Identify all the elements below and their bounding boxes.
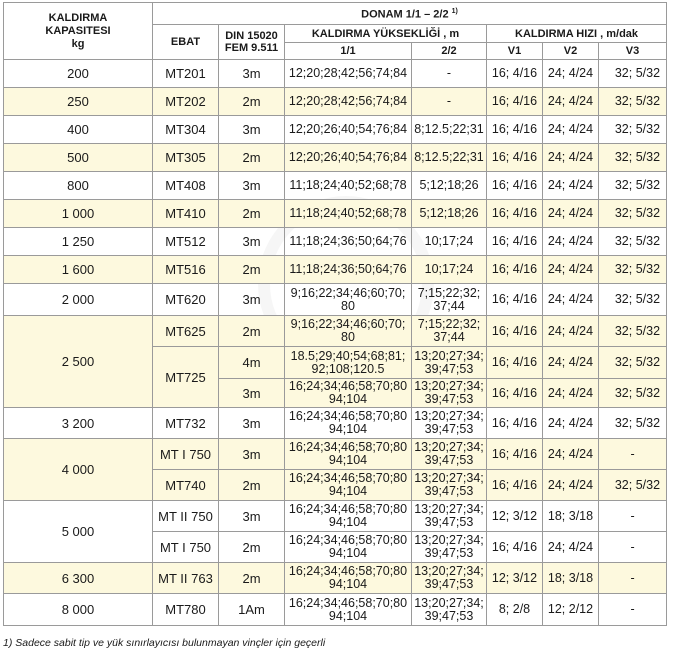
height-22-cell: 7;15;22;32; 37;44 <box>412 316 487 347</box>
height-11-cell: 12;20;28;42;56;74;84 <box>285 88 412 116</box>
table-row <box>4 88 667 116</box>
fem-cell: 3m <box>219 501 285 532</box>
table-row <box>4 563 667 594</box>
model-cell: MT305 <box>153 144 219 172</box>
speed-v1-cell: 12; 3/12 <box>487 501 543 532</box>
speed-v2-cell: 24; 4/24 <box>543 379 599 408</box>
speed-v3-cell: 32; 5/32 <box>599 116 667 144</box>
speed-v3-cell: 32; 5/32 <box>599 256 667 284</box>
speed-v2-cell: 18; 3/18 <box>543 563 599 594</box>
speed-v3-cell: - <box>599 501 667 532</box>
speed-v1-cell: 16; 4/16 <box>487 172 543 200</box>
height-22-cell: 10;17;24 <box>412 256 487 284</box>
speed-v2-cell: 24; 4/24 <box>543 532 599 563</box>
speed-v2-cell: 24; 4/24 <box>543 347 599 379</box>
fem-cell: 4m <box>219 347 285 379</box>
fem-cell: 2m <box>219 88 285 116</box>
speed-v3-cell: 32; 5/32 <box>599 284 667 316</box>
speed-v1-cell: 16; 4/16 <box>487 284 543 316</box>
speed-v2-cell: 24; 4/24 <box>543 116 599 144</box>
height-22-cell: 7;15;22;32; 37;44 <box>412 284 487 316</box>
fem-cell: 3m <box>219 228 285 256</box>
hoist-spec-table <box>3 2 667 626</box>
model-cell: MT201 <box>153 60 219 88</box>
capacity-cell: 500 <box>4 144 153 172</box>
speed-v2-cell: 24; 4/24 <box>543 408 599 439</box>
speed-v1-cell: 16; 4/16 <box>487 228 543 256</box>
height-22-cell: - <box>412 60 487 88</box>
capacity-cell: 8 000 <box>4 594 153 626</box>
speed-v2-cell: 24; 4/24 <box>543 316 599 347</box>
speed-v1-cell: 16; 4/16 <box>487 60 543 88</box>
fem-cell: 1Am <box>219 594 285 626</box>
speed-v2-cell: 24; 4/24 <box>543 470 599 501</box>
speed-v1-cell: 16; 4/16 <box>487 256 543 284</box>
speed-v1-cell: 16; 4/16 <box>487 379 543 408</box>
height-11-cell: 9;16;22;34;46;60;70; 80 <box>285 284 412 316</box>
height-11-cell: 9;16;22;34;46;60;70; 80 <box>285 316 412 347</box>
table-row <box>4 439 667 470</box>
speed-v2-cell: 24; 4/24 <box>543 439 599 470</box>
height-22-cell: 10;17;24 <box>412 228 487 256</box>
height-22-cell: 13;20;27;34; 39;47;53 <box>412 532 487 563</box>
footnote-mark: 1) <box>451 8 458 16</box>
height-22-cell: 13;20;27;34; 39;47;53 <box>412 439 487 470</box>
table-row <box>4 408 667 439</box>
model-cell: MT625 <box>153 316 219 347</box>
height-11-cell: 16;24;34;46;58;70;80 94;104 <box>285 470 412 501</box>
table-row <box>4 144 667 172</box>
speed-v2-cell: 24; 4/24 <box>543 60 599 88</box>
speed-v3-cell: - <box>599 594 667 626</box>
speed-v3-cell: 32; 5/32 <box>599 172 667 200</box>
model-cell: MT II 750 <box>153 501 219 532</box>
model-cell: MT516 <box>153 256 219 284</box>
fem-cell: 2m <box>219 144 285 172</box>
fem-cell: 2m <box>219 316 285 347</box>
speed-v1-cell: 16; 4/16 <box>487 116 543 144</box>
height-22-cell: 5;12;18;26 <box>412 172 487 200</box>
height-22-cell: 5;12;18;26 <box>412 200 487 228</box>
header-v1: V1 <box>487 43 543 60</box>
model-cell: MT II 763 <box>153 563 219 594</box>
speed-v2-cell: 24; 4/24 <box>543 144 599 172</box>
capacity-cell: 800 <box>4 172 153 200</box>
height-11-cell: 12;20;28;42;56;74;84 <box>285 60 412 88</box>
height-22-cell: 13;20;27;34; 39;47;53 <box>412 408 487 439</box>
header-ebat: EBAT <box>153 25 219 60</box>
table-row <box>4 316 667 347</box>
speed-v2-cell: 24; 4/24 <box>543 228 599 256</box>
fem-cell: 3m <box>219 408 285 439</box>
header-v2: V2 <box>543 43 599 60</box>
table-row <box>4 256 667 284</box>
height-11-cell: 16;24;34;46;58;70;80 94;104 <box>285 594 412 626</box>
header-lift-speed: KALDIRMA HIZI , m/dak <box>487 25 667 43</box>
capacity-cell: 2 000 <box>4 284 153 316</box>
height-11-cell: 18.5;29;40;54;68;81; 92;108;120.5 <box>285 347 412 379</box>
height-11-cell: 16;24;34;46;58;70;80 94;104 <box>285 501 412 532</box>
capacity-cell: 5 000 <box>4 501 153 563</box>
height-22-cell: 13;20;27;34; 39;47;53 <box>412 470 487 501</box>
speed-v3-cell: 32; 5/32 <box>599 470 667 501</box>
height-11-cell: 16;24;34;46;58;70;80 94;104 <box>285 532 412 563</box>
speed-v3-cell: 32; 5/32 <box>599 316 667 347</box>
speed-v3-cell: 32; 5/32 <box>599 200 667 228</box>
height-22-cell: 13;20;27;34; 39;47;53 <box>412 594 487 626</box>
model-cell: MT725 <box>153 347 219 408</box>
height-11-cell: 12;20;26;40;54;76;84 <box>285 116 412 144</box>
fem-cell: 3m <box>219 439 285 470</box>
model-cell: MT740 <box>153 470 219 501</box>
table-row <box>4 60 667 88</box>
model-cell: MT620 <box>153 284 219 316</box>
speed-v2-cell: 12; 2/12 <box>543 594 599 626</box>
speed-v3-cell: 32; 5/32 <box>599 88 667 116</box>
speed-v3-cell: 32; 5/32 <box>599 60 667 88</box>
speed-v1-cell: 16; 4/16 <box>487 439 543 470</box>
model-cell: MT408 <box>153 172 219 200</box>
height-11-cell: 11;18;24;36;50;64;76 <box>285 228 412 256</box>
height-11-cell: 16;24;34;46;58;70;80 94;104 <box>285 439 412 470</box>
speed-v3-cell: - <box>599 439 667 470</box>
speed-v1-cell: 12; 3/12 <box>487 563 543 594</box>
height-11-cell: 16;24;34;46;58;70;80 94;104 <box>285 408 412 439</box>
header-capacity: KALDIRMA KAPASITESI kg <box>4 3 153 60</box>
table-row <box>4 501 667 532</box>
capacity-cell: 1 000 <box>4 200 153 228</box>
fem-cell: 2m <box>219 563 285 594</box>
table-row <box>4 200 667 228</box>
fem-cell: 3m <box>219 379 285 408</box>
fem-cell: 3m <box>219 60 285 88</box>
height-22-cell: 13;20;27;34; 39;47;53 <box>412 501 487 532</box>
capacity-cell: 3 200 <box>4 408 153 439</box>
model-cell: MT202 <box>153 88 219 116</box>
capacity-cell: 200 <box>4 60 153 88</box>
fem-cell: 2m <box>219 470 285 501</box>
fem-cell: 2m <box>219 256 285 284</box>
height-11-cell: 16;24;34;46;58;70;80 94;104 <box>285 379 412 408</box>
speed-v1-cell: 16; 4/16 <box>487 88 543 116</box>
capacity-cell: 1 250 <box>4 228 153 256</box>
model-cell: MT512 <box>153 228 219 256</box>
height-11-cell: 11;18;24;40;52;68;78 <box>285 172 412 200</box>
speed-v3-cell: 32; 5/32 <box>599 379 667 408</box>
footnote <box>3 637 325 649</box>
height-22-cell: 8;12.5;22;31 <box>412 144 487 172</box>
fem-cell: 3m <box>219 284 285 316</box>
speed-v1-cell: 16; 4/16 <box>487 200 543 228</box>
height-22-cell: 13;20;27;34; 39;47;53 <box>412 347 487 379</box>
height-11-cell: 16;24;34;46;58;70;80 94;104 <box>285 563 412 594</box>
height-11-cell: 11;18;24;40;52;68;78 <box>285 200 412 228</box>
height-11-cell: 12;20;26;40;54;76;84 <box>285 144 412 172</box>
footnote-text: Sadece sabit tip ve yük sınırlayıcısı bulunmayan vinçler için geçerli <box>12 637 326 649</box>
speed-v1-cell: 16; 4/16 <box>487 470 543 501</box>
header-lift-height: KALDIRMA YÜKSEKLİĞİ , m <box>285 25 487 43</box>
speed-v1-cell: 16; 4/16 <box>487 347 543 379</box>
capacity-cell: 2 500 <box>4 316 153 408</box>
height-22-cell: 13;20;27;34; 39;47;53 <box>412 563 487 594</box>
table-row <box>4 228 667 256</box>
speed-v2-cell: 24; 4/24 <box>543 284 599 316</box>
fem-cell: 3m <box>219 116 285 144</box>
header-donam: DONAM 1/1 – 2/2 $^{1)}$ <box>153 3 667 25</box>
height-22-cell: 13;20;27;34; 39;47;53 <box>412 379 487 408</box>
capacity-cell: 4 000 <box>4 439 153 501</box>
speed-v2-cell: 18; 3/18 <box>543 501 599 532</box>
table-row <box>4 116 667 144</box>
height-22-cell: - <box>412 88 487 116</box>
header-din: DIN 15020 FEM 9.511 <box>219 25 285 60</box>
speed-v3-cell: 32; 5/32 <box>599 408 667 439</box>
speed-v3-cell: - <box>599 532 667 563</box>
speed-v1-cell: 16; 4/16 <box>487 144 543 172</box>
speed-v1-cell: 16; 4/16 <box>487 408 543 439</box>
capacity-cell: 250 <box>4 88 153 116</box>
height-22-cell: 8;12.5;22;31 <box>412 116 487 144</box>
model-cell: MT304 <box>153 116 219 144</box>
table-row <box>4 594 667 626</box>
height-11-cell: 11;18;24;36;50;64;76 <box>285 256 412 284</box>
model-cell: MT732 <box>153 408 219 439</box>
speed-v2-cell: 24; 4/24 <box>543 88 599 116</box>
capacity-cell: 400 <box>4 116 153 144</box>
speed-v1-cell: 16; 4/16 <box>487 316 543 347</box>
model-cell: MT410 <box>153 200 219 228</box>
speed-v3-cell: - <box>599 563 667 594</box>
table-row <box>4 284 667 316</box>
table-row <box>4 172 667 200</box>
fem-cell: 2m <box>219 532 285 563</box>
capacity-cell: 6 300 <box>4 563 153 594</box>
model-cell: MT780 <box>153 594 219 626</box>
fem-cell: 3m <box>219 172 285 200</box>
model-cell: MT I 750 <box>153 439 219 470</box>
header-v3: V3 <box>599 43 667 60</box>
footnote-mark: 1) <box>3 637 13 649</box>
header-h22: 2/2 <box>412 43 487 60</box>
capacity-cell: 1 600 <box>4 256 153 284</box>
speed-v3-cell: 32; 5/32 <box>599 144 667 172</box>
speed-v2-cell: 24; 4/24 <box>543 172 599 200</box>
fem-cell: 2m <box>219 200 285 228</box>
speed-v1-cell: 16; 4/16 <box>487 532 543 563</box>
speed-v1-cell: 8; 2/8 <box>487 594 543 626</box>
speed-v3-cell: 32; 5/32 <box>599 347 667 379</box>
header-h11: 1/1 <box>285 43 412 60</box>
speed-v2-cell: 24; 4/24 <box>543 256 599 284</box>
speed-v2-cell: 24; 4/24 <box>543 200 599 228</box>
speed-v3-cell: 32; 5/32 <box>599 228 667 256</box>
model-cell: MT I 750 <box>153 532 219 563</box>
